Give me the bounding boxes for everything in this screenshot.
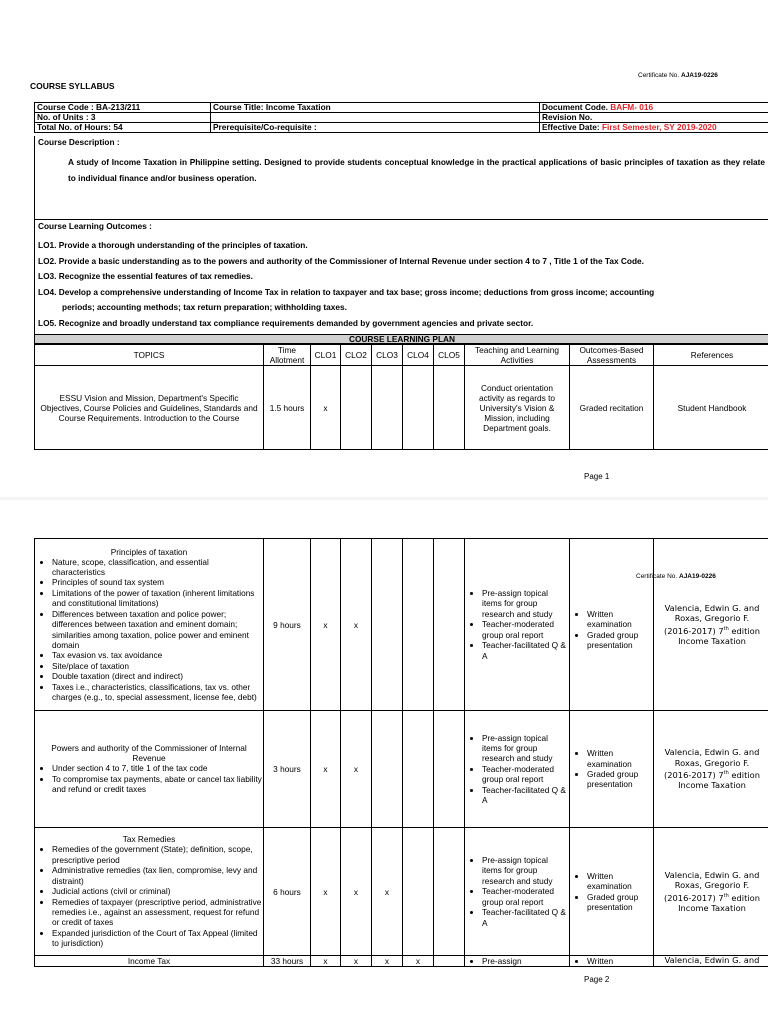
page-number-1: Page 1 <box>584 472 610 481</box>
income-reference: Valencia, Edwin G. and <box>654 956 768 967</box>
row1-clo3 <box>372 366 403 450</box>
remedies-item: • Administrative remedies (tax lien, compromise, levy and distraint) <box>52 865 262 886</box>
income-clo4: x <box>403 956 434 967</box>
powers-item: • Under section 4 to 7, title 1 of the tax code <box>52 763 262 773</box>
col-activities: Teaching and Learning Activities <box>465 345 570 366</box>
powers-reference: Valencia, Edwin G. and Roxas, Gregorio F. (2016-2017) 7th edition Income Taxation <box>654 711 768 828</box>
course-code: Course Code : BA-213/211 <box>35 103 211 113</box>
page-number-2: Page 2 <box>584 975 610 984</box>
remedies-item: • Remedies of the government (State); definition, scope, prescriptive period <box>52 844 262 865</box>
principles-title: Principles of taxation <box>110 546 188 557</box>
principles-item: • Differences between taxation and police power; differences between taxation and eminent domain; similarities among taxation, police power and eminent domain <box>52 609 262 651</box>
income-clo3: x <box>372 956 403 967</box>
row1-assessment: Graded recitation <box>570 366 654 450</box>
remedies-assessments <box>570 828 654 956</box>
header-table <box>34 102 768 133</box>
lo5: LO5. Recognize and broadly understand tax compliance requirements demanded by government agencies and private sector. <box>38 317 534 328</box>
principles-clo1: x <box>311 539 341 711</box>
remedies-clo1: x <box>311 828 341 956</box>
principles-topic <box>35 539 264 711</box>
principles-list <box>36 557 262 703</box>
assessment-item: • Graded group presentation <box>587 769 652 790</box>
course-learning-plan-title: COURSE LEARNING PLAN <box>34 334 768 344</box>
col-clo2: CLO2 <box>341 345 372 366</box>
lo4: LO4. Develop a comprehensive understanding of Income Tax in relation to taxpayer and tax base; gross income; deductions from gross income; accounting <box>38 286 655 297</box>
powers-assessments <box>570 711 654 828</box>
powers-clo1: x <box>311 711 341 828</box>
plan-table-page1 <box>34 344 768 450</box>
activity-item: • Teacher-moderated group oral report <box>482 619 568 640</box>
row1-clo4 <box>403 366 434 450</box>
powers-clo3 <box>372 711 403 828</box>
principles-item: • Principles of sound tax system <box>52 577 262 587</box>
revision: Revision No. <box>540 113 768 123</box>
remedies-clo4 <box>403 828 434 956</box>
principles-item: • Nature, scope, classification, and essential characteristics <box>52 557 262 578</box>
row1-time: 1.5 hours <box>264 366 311 450</box>
assessment-item: • Written examination <box>587 748 652 769</box>
powers-clo4 <box>403 711 434 828</box>
principles-clo5 <box>434 539 465 711</box>
document-code: Document Code. BAFM- 016 <box>540 103 768 113</box>
remedies-clo5 <box>434 828 465 956</box>
total-hours: Total No. of Hours: 54 <box>35 123 211 133</box>
activity-item: • Teacher-moderated group oral report <box>482 764 568 785</box>
row1-clo5 <box>434 366 465 450</box>
principles-item: • Site/place of taxation <box>52 661 262 671</box>
income-clo2: x <box>341 956 372 967</box>
certificate-number-2: Certificate No. AJA19-0226 <box>636 573 716 580</box>
principles-item: • Limitations of the power of taxation (inherent limitations and constitutional limitations) <box>52 588 262 609</box>
col-topics: TOPICS <box>35 345 264 366</box>
lo1: LO1. Provide a thorough understanding of the principles of taxation. <box>38 240 308 250</box>
plan-table-page2 <box>34 538 768 967</box>
principles-reference: Valencia, Edwin G. and Roxas, Gregorio F. (2016-2017) 7th edition Income Taxation <box>654 539 768 711</box>
row1-clo1: x <box>311 366 341 450</box>
certificate-label: Certificate No. <box>638 72 680 79</box>
income-clo1: x <box>311 956 341 967</box>
remedies-topic <box>35 828 264 956</box>
principles-clo2: x <box>341 539 372 711</box>
col-assessments: Outcomes-Based Assessments <box>570 345 654 366</box>
powers-activities <box>465 711 570 828</box>
principles-clo3 <box>372 539 403 711</box>
learning-outcomes-label: Course Learning Outcomes : <box>38 221 152 231</box>
effective-date: Effective Date: First Semester, SY 2019-2020 <box>540 123 768 133</box>
row1-clo2 <box>341 366 372 450</box>
learning-outcomes-box <box>34 220 768 335</box>
assessment-item: • Written <box>587 956 652 966</box>
principles-item: • Double taxation (direct and indirect) <box>52 671 262 681</box>
assessment-item: • Graded group presentation <box>587 892 652 913</box>
activity-item: • Pre-assign topical items for group research and study <box>482 855 568 886</box>
remedies-activities <box>465 828 570 956</box>
activity-item: • Teacher-moderated group oral report <box>482 886 568 907</box>
principles-clo4 <box>403 539 434 711</box>
row1-references: Student Handbook <box>654 366 768 450</box>
course-description-text: A study of Income Taxation in Philippine setting. Designed to provide students conceptual knowledge in the practical applications of basic principles of taxation as they relate to individual finance and/or business operation. <box>68 157 765 183</box>
certificate-value: AJA19-0226 <box>681 72 718 79</box>
principles-item: • Taxes i.e., characteristics, classifications, tax vs. other charges (e.g., to, special assessment, license fee, debt) <box>52 682 262 703</box>
remedies-reference: Valencia, Edwin G. and Roxas, Gregorio F. (2016-2017) 7th edition Income Taxation <box>654 828 768 956</box>
course-description-label: Course Description : <box>38 137 120 147</box>
activity-item: • Teacher-facilitated Q & A <box>482 907 568 928</box>
activity-item: • Teacher-facilitated Q & A <box>482 640 568 661</box>
powers-clo2: x <box>341 711 372 828</box>
col-clo4: CLO4 <box>403 345 434 366</box>
course-title: Course Title: Income Taxation <box>211 103 540 113</box>
assessment-item: • Written examination <box>587 871 652 892</box>
remedies-item: • Judicial actions (civil or criminal) <box>52 886 262 896</box>
activity-item: • Pre-assign topical items for group research and study <box>482 733 568 764</box>
remedies-clo2: x <box>341 828 372 956</box>
course-description-box <box>34 136 768 220</box>
principles-item: • Tax evasion vs. tax avoidance <box>52 650 262 660</box>
powers-topic <box>35 711 264 828</box>
col-clo1: CLO1 <box>311 345 341 366</box>
remedies-time: 6 hours <box>264 828 311 956</box>
remedies-title: Tax Remedies <box>122 834 176 845</box>
row1-activities: Conduct orientation activity as regards to University's Vision & Mission, including Department goals. <box>465 366 570 450</box>
assessment-item: • Graded group presentation <box>587 630 652 651</box>
assessment-item: • Written examination <box>587 609 652 630</box>
page-1 <box>0 0 768 500</box>
lo2: LO2. Provide a basic understanding as to the powers and authority of the Commissioner of Internal Revenue under section 4 to 7 , Title 1 of the Tax Code. <box>38 255 644 266</box>
certificate-number <box>638 72 718 79</box>
powers-title: Powers and authority of the Commissioner of Internal Revenue <box>51 743 247 764</box>
page-2 <box>0 500 768 1024</box>
remedies-item: • Expanded jurisdiction of the Court of Tax Appeal (limited to jurisdiction) <box>52 928 262 949</box>
lo4-continued: periods; accounting methods; tax return preparation; withholding taxes. <box>62 302 347 312</box>
powers-time: 3 hours <box>264 711 311 828</box>
activity-item: • Pre-assign <box>482 956 568 966</box>
remedies-clo3: x <box>372 828 403 956</box>
income-activities <box>465 956 570 967</box>
col-clo3: CLO3 <box>372 345 403 366</box>
blank-cell <box>211 113 540 123</box>
income-clo5 <box>434 956 465 967</box>
col-clo5: CLO5 <box>434 345 465 366</box>
income-topic: Income Tax <box>35 956 264 967</box>
units: No. of Units : 3 <box>35 113 211 123</box>
income-time: 33 hours <box>264 956 311 967</box>
col-time: Time Allotment <box>264 345 311 366</box>
income-assessments <box>570 956 654 967</box>
powers-clo5 <box>434 711 465 828</box>
lo3: LO3. Recognize the essential features of tax remedies. <box>38 271 253 281</box>
remedies-item: • Remedies of taxpayer (prescriptive period, administrative remedies i.e., against an assessment, request for refund or credit of taxes <box>52 897 262 928</box>
activity-item: • Pre-assign topical items for group research and study <box>482 588 568 619</box>
doc-title: COURSE SYLLABUS <box>30 81 115 91</box>
col-references: References <box>654 345 768 366</box>
powers-item: • To compromise tax payments, abate or cancel tax liability and refund or credit taxes <box>52 774 262 795</box>
prerequisite: Prerequisite/Co-requisite : <box>211 123 540 133</box>
row1-topic: ESSU Vision and Mission, Department's Specific Objectives, Course Policies and Guidelines, Standards and Course Requirements. Introduction to the Course <box>35 366 264 450</box>
activity-item: • Teacher-facilitated Q & A <box>482 785 568 806</box>
principles-activities <box>465 539 570 711</box>
principles-time: 9 hours <box>264 539 311 711</box>
